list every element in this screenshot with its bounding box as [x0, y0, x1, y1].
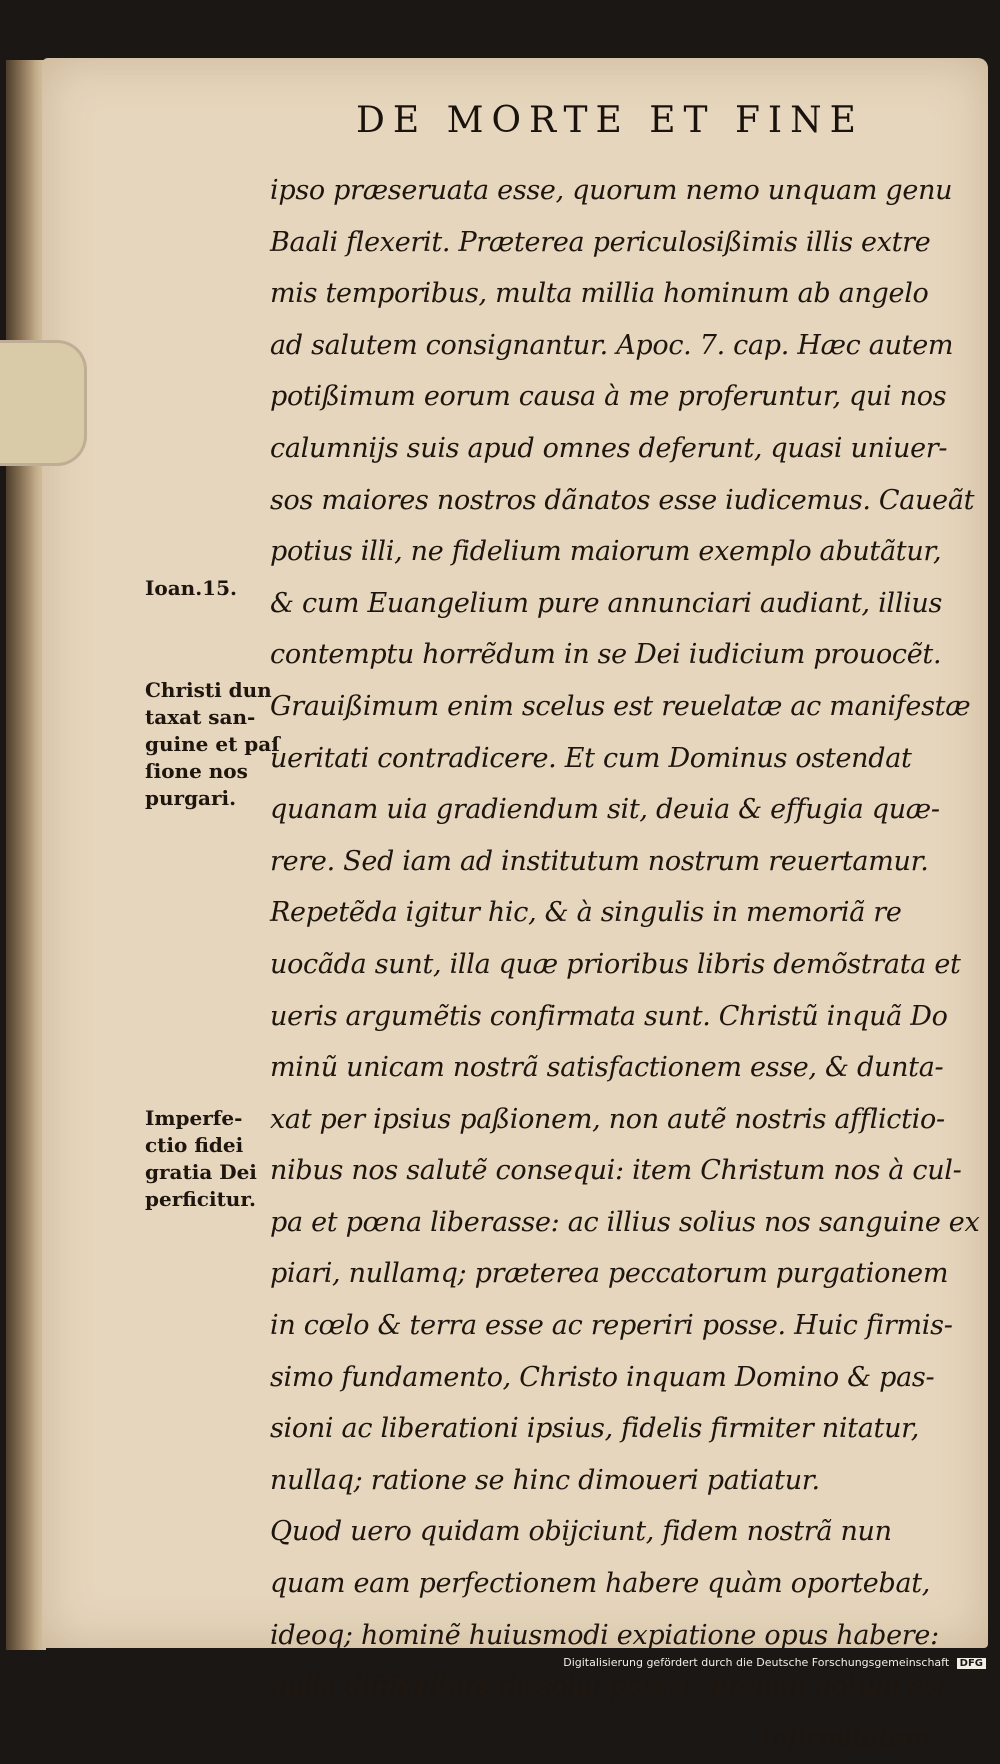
text-line: pa et pœna liberasse: ac illius solius nos sanguine ex — [270, 1206, 980, 1238]
book-gutter — [6, 60, 46, 1650]
margin-note-line: ctio fidei — [145, 1133, 244, 1157]
margin-note-line: ſione nos — [145, 759, 248, 783]
text-line: Baali flexerit. Præterea periculosißimis illis extre — [270, 226, 931, 258]
text-line: nulla difficultate dissolui potest. Etenim notum est, — [270, 1671, 957, 1703]
text-line: infirmitatem — [762, 1722, 930, 1754]
text-line: Quod uero quidam obijciunt, fidem nostrã nun — [270, 1516, 892, 1548]
margin-note-imperfectio — [145, 1105, 265, 1213]
margin-note-ioan — [145, 575, 265, 602]
text-line: Repetẽda igitur hic, & à singulis in memoriã re — [270, 897, 902, 929]
text-line: & cum Euangelium pure annunciari audiant, illius — [270, 587, 943, 619]
dfg-logo: DFG — [957, 1658, 986, 1669]
margin-note-line: perficitur. — [145, 1187, 257, 1211]
text-line: xat per ipsius paßionem, non autẽ nostris afflictio- — [270, 1103, 945, 1135]
text-line: potißimum eorum causa à me proferuntur, qui nos — [270, 381, 947, 413]
margin-note-line: gratia Dei — [145, 1160, 257, 1184]
margin-note-line: Imperfe- — [145, 1106, 243, 1130]
text-line: ueritati contradicere. Et cum Dominus ostendat — [270, 742, 912, 774]
margin-note-line: guine et paſ — [145, 732, 280, 756]
text-line: minũ unicam nostrã satisfactionem esse, & dunta- — [270, 1052, 944, 1084]
text-line: ad salutem consignantur. Apoc. 7. cap. Hæc autem — [270, 329, 954, 361]
text-line: contemptu horrẽdum in se Dei iudicium prouocẽt. — [270, 639, 942, 671]
text-line: mis temporibus, multa millia hominum ab angelo — [270, 278, 929, 310]
running-head: DE MORTE ET FINE — [356, 100, 864, 141]
text-line: calumnijs suis apud omnes deferunt, quasi uniuer- — [270, 432, 948, 464]
text-line: ideoq; hominẽ huiusmodi expiatione opus habere: — [270, 1619, 939, 1651]
text-line: ueris argumẽtis confirmata sunt. Christũ inquã Do — [270, 1000, 948, 1032]
text-line: Grauißimum enim scelus est reuelatæ ac manifestæ — [270, 690, 971, 722]
text-line: potius illi, ne fidelium maiorum exemplo abutãtur, — [270, 536, 942, 568]
margin-note-line: Christi dun — [145, 678, 272, 702]
text-line: rere. Sed iam ad institutum nostrum reuertamur. — [270, 845, 929, 877]
text-line: ipso præseruata esse, quorum nemo unquam genu — [270, 175, 953, 206]
margin-note-christi — [145, 677, 280, 812]
footer-credit — [563, 1656, 986, 1669]
margin-note-line: Ioan.15. — [145, 576, 237, 600]
text-line: sioni ac liberationi ipsius, fidelis firmiter nitatur, — [270, 1413, 920, 1445]
text-line: sos maiores nostros dãnatos esse iudicemus. Caueãt — [270, 484, 975, 516]
text-line: simo fundamento, Christo inquam Domino & pas- — [270, 1361, 935, 1393]
clasp-strap — [0, 340, 87, 466]
text-line: uocãda sunt, illa quæ prioribus libris demõstrata et — [270, 948, 961, 980]
text-line: quanam uia gradiendum sit, deuia & effugia quæ- — [270, 794, 940, 826]
text-line: in cœlo & terra esse ac reperiri posse. Huic firmis- — [270, 1310, 953, 1342]
text-line: quam eam perfectionem habere quàm oportebat, — [270, 1568, 931, 1600]
text-line: nibus nos salutẽ consequi: item Christum nos à cul- — [270, 1155, 962, 1187]
text-line: nullaq; ratione se hinc dimoueri patiatur. — [270, 1464, 820, 1496]
margin-note-line: taxat san- — [145, 705, 256, 729]
margin-note-line: purgari. — [145, 786, 237, 810]
credit-text: Digitalisierung gefördert durch die Deutsche Forschungsgemeinschaft — [563, 1656, 950, 1669]
text-line: piari, nullamq; præterea peccatorum purgationem — [270, 1258, 949, 1290]
